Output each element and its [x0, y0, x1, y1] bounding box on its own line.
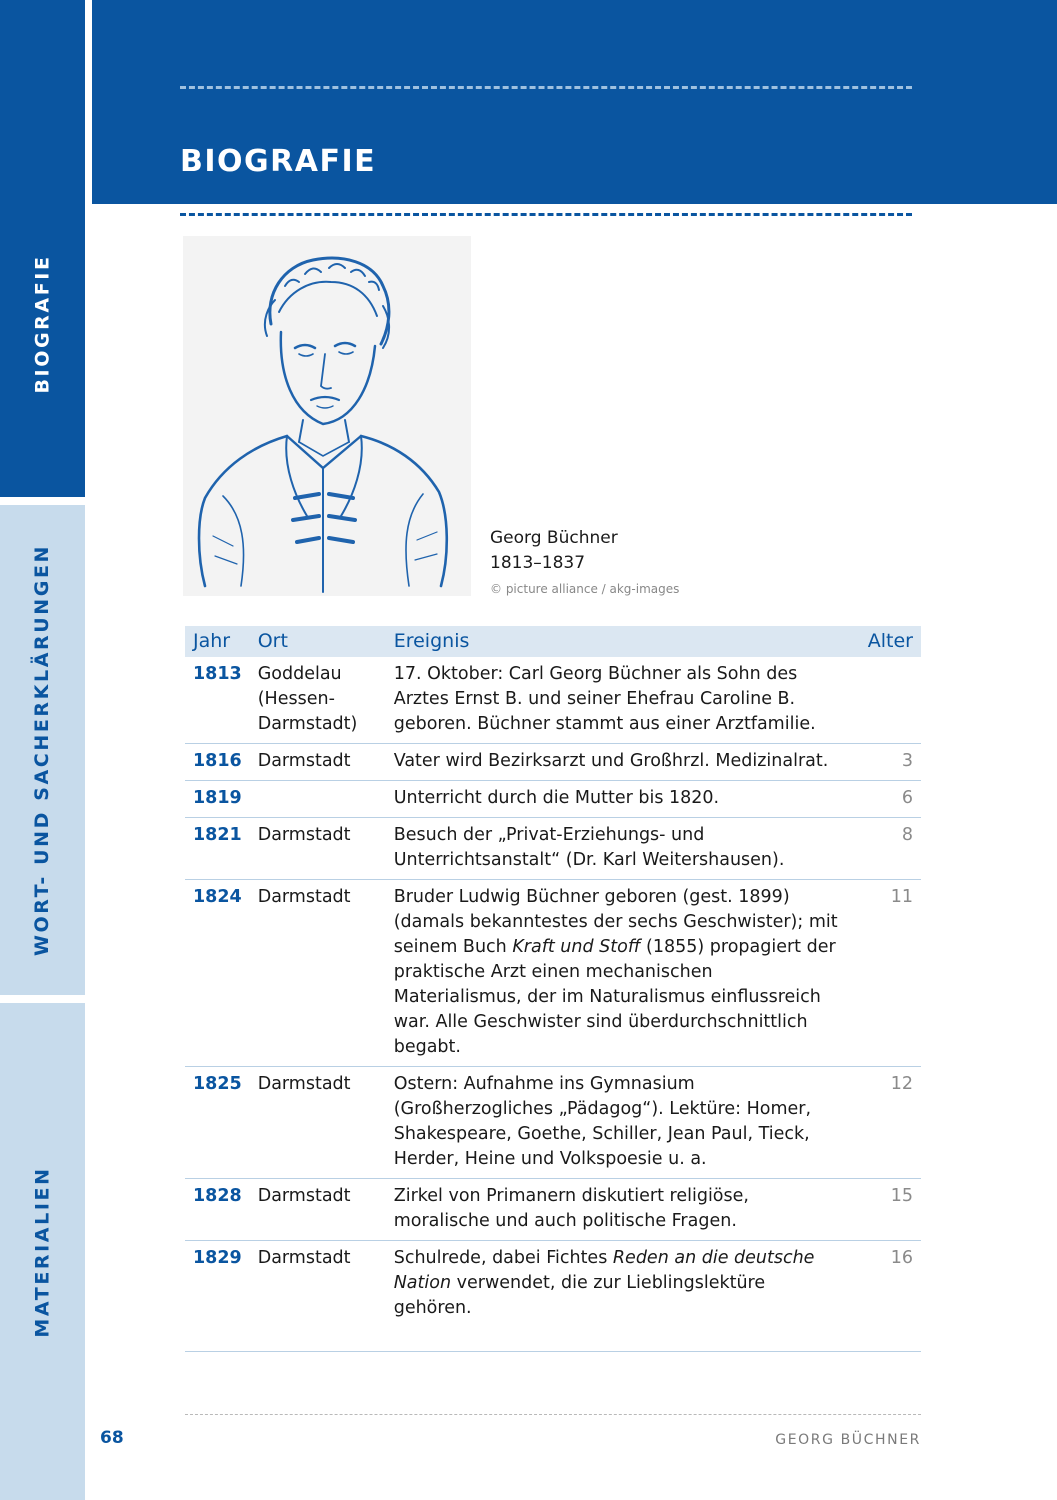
- page-title: BIOGRAFIE: [180, 144, 377, 179]
- table-header-row: [185, 626, 921, 657]
- row-place: Darmstadt: [250, 880, 386, 1067]
- row-age: 16: [854, 1241, 921, 1352]
- portrait-years: 1813–1837: [490, 553, 586, 573]
- tab-materialien[interactable]: [0, 1003, 85, 1500]
- table-row: [185, 1179, 921, 1241]
- section-sidebar: [0, 0, 85, 1500]
- row-year: 1829: [185, 1241, 250, 1352]
- portrait-name: Georg Büchner: [490, 528, 618, 548]
- row-year: 1816: [185, 744, 250, 781]
- row-year: 1828: [185, 1179, 250, 1241]
- row-place: [250, 781, 386, 818]
- row-event: Ostern: Aufnahme ins Gymnasium (Großherzogliches „Pädagog“). Lektüre: Homer, Shakespeare, Goethe, Schiller, Jean Paul, Tieck, Herder, Heine und Volkspoesie u. a.: [386, 1067, 854, 1179]
- table-row: [185, 781, 921, 818]
- row-year: 1825: [185, 1067, 250, 1179]
- row-year: 1819: [185, 781, 250, 818]
- row-event: [386, 880, 854, 1067]
- column-header-event: Ereignis: [393, 630, 470, 652]
- page-number: 68: [100, 1428, 124, 1448]
- row-age: 6: [854, 781, 921, 818]
- row-age: 8: [854, 818, 921, 880]
- row-age: [854, 657, 921, 744]
- header-bottom-divider: [180, 213, 912, 216]
- event-text: (1855) propagiert der praktische Arzt einen mechanischen Materialismus, der im Naturalismus einflussreich war. Alle Geschwister sind überdurchschnittlich begabt.: [393, 937, 836, 1057]
- tab-label: MATERIALIEN: [31, 1165, 54, 1338]
- row-place: Darmstadt: [250, 744, 386, 781]
- event-text: verwendet, die zur Lieblingslektüre gehören.: [393, 1273, 766, 1318]
- tab-label: WORT- UND SACHERKLÄRUNGEN: [31, 543, 54, 957]
- row-year: 1821: [185, 818, 250, 880]
- row-age: 12: [854, 1067, 921, 1179]
- row-place: Darmstadt: [250, 1067, 386, 1179]
- row-event: Unterricht durch die Mutter bis 1820.: [386, 781, 854, 818]
- row-event: Besuch der „Privat-Erziehungs- und Unterrichtsanstalt“ (Dr. Karl Weitershausen).: [386, 818, 854, 880]
- header-top-divider: [180, 86, 912, 89]
- row-year: 1824: [185, 880, 250, 1067]
- event-text: Bruder Ludwig Büchner geboren (gest. 1899) (damals bekanntestes der sechs Geschwister); mit seinem Buch: [393, 887, 838, 957]
- table-row: [185, 657, 921, 744]
- row-place: Darmstadt: [250, 1241, 386, 1352]
- row-place: Darmstadt: [250, 1179, 386, 1241]
- row-place: Darmstadt: [250, 818, 386, 880]
- biography-timeline-table: [185, 626, 921, 1352]
- table-row: [185, 1067, 921, 1179]
- row-year: 1813: [185, 657, 250, 744]
- row-event: Vater wird Bezirksarzt und Großhrzl. Medizinalrat.: [386, 744, 854, 781]
- book-title: Kraft und Stoff: [512, 937, 641, 957]
- column-header-age: Alter: [867, 630, 913, 652]
- row-age: 15: [854, 1179, 921, 1241]
- event-text: Schulrede, dabei Fichtes: [393, 1248, 613, 1268]
- tab-label: BIOGRAFIE: [31, 253, 54, 394]
- portrait-engraving: [183, 236, 471, 596]
- image-credit: © picture alliance / akg-images: [490, 582, 680, 596]
- table-row: [185, 1241, 921, 1352]
- row-age: 3: [854, 744, 921, 781]
- footer-divider: [185, 1414, 921, 1415]
- row-event: 17. Oktober: Carl Georg Büchner als Sohn des Arztes Ernst B. und seiner Ehefrau Caroline B. geboren. Büchner stammt aus einer Arztfamilie.: [386, 657, 854, 744]
- table-row: [185, 818, 921, 880]
- row-event: [386, 1241, 854, 1352]
- book-title: Reden an die deutsche Nation: [393, 1248, 815, 1293]
- column-header-year: Jahr: [193, 630, 231, 652]
- column-header-place: Ort: [257, 630, 288, 652]
- row-place: Goddelau (Hessen-Darmstadt): [250, 657, 386, 744]
- running-title: GEORG BÜCHNER: [775, 1432, 921, 1448]
- row-event: Zirkel von Primanern diskutiert religiöse, moralische und auch politische Fragen.: [386, 1179, 854, 1241]
- table-row: [185, 744, 921, 781]
- row-age: 11: [854, 880, 921, 1067]
- portrait-caption: [490, 526, 618, 576]
- table-row: [185, 880, 921, 1067]
- tab-biografie[interactable]: [0, 0, 85, 497]
- tab-wort-und-sacherklaerungen[interactable]: [0, 505, 85, 995]
